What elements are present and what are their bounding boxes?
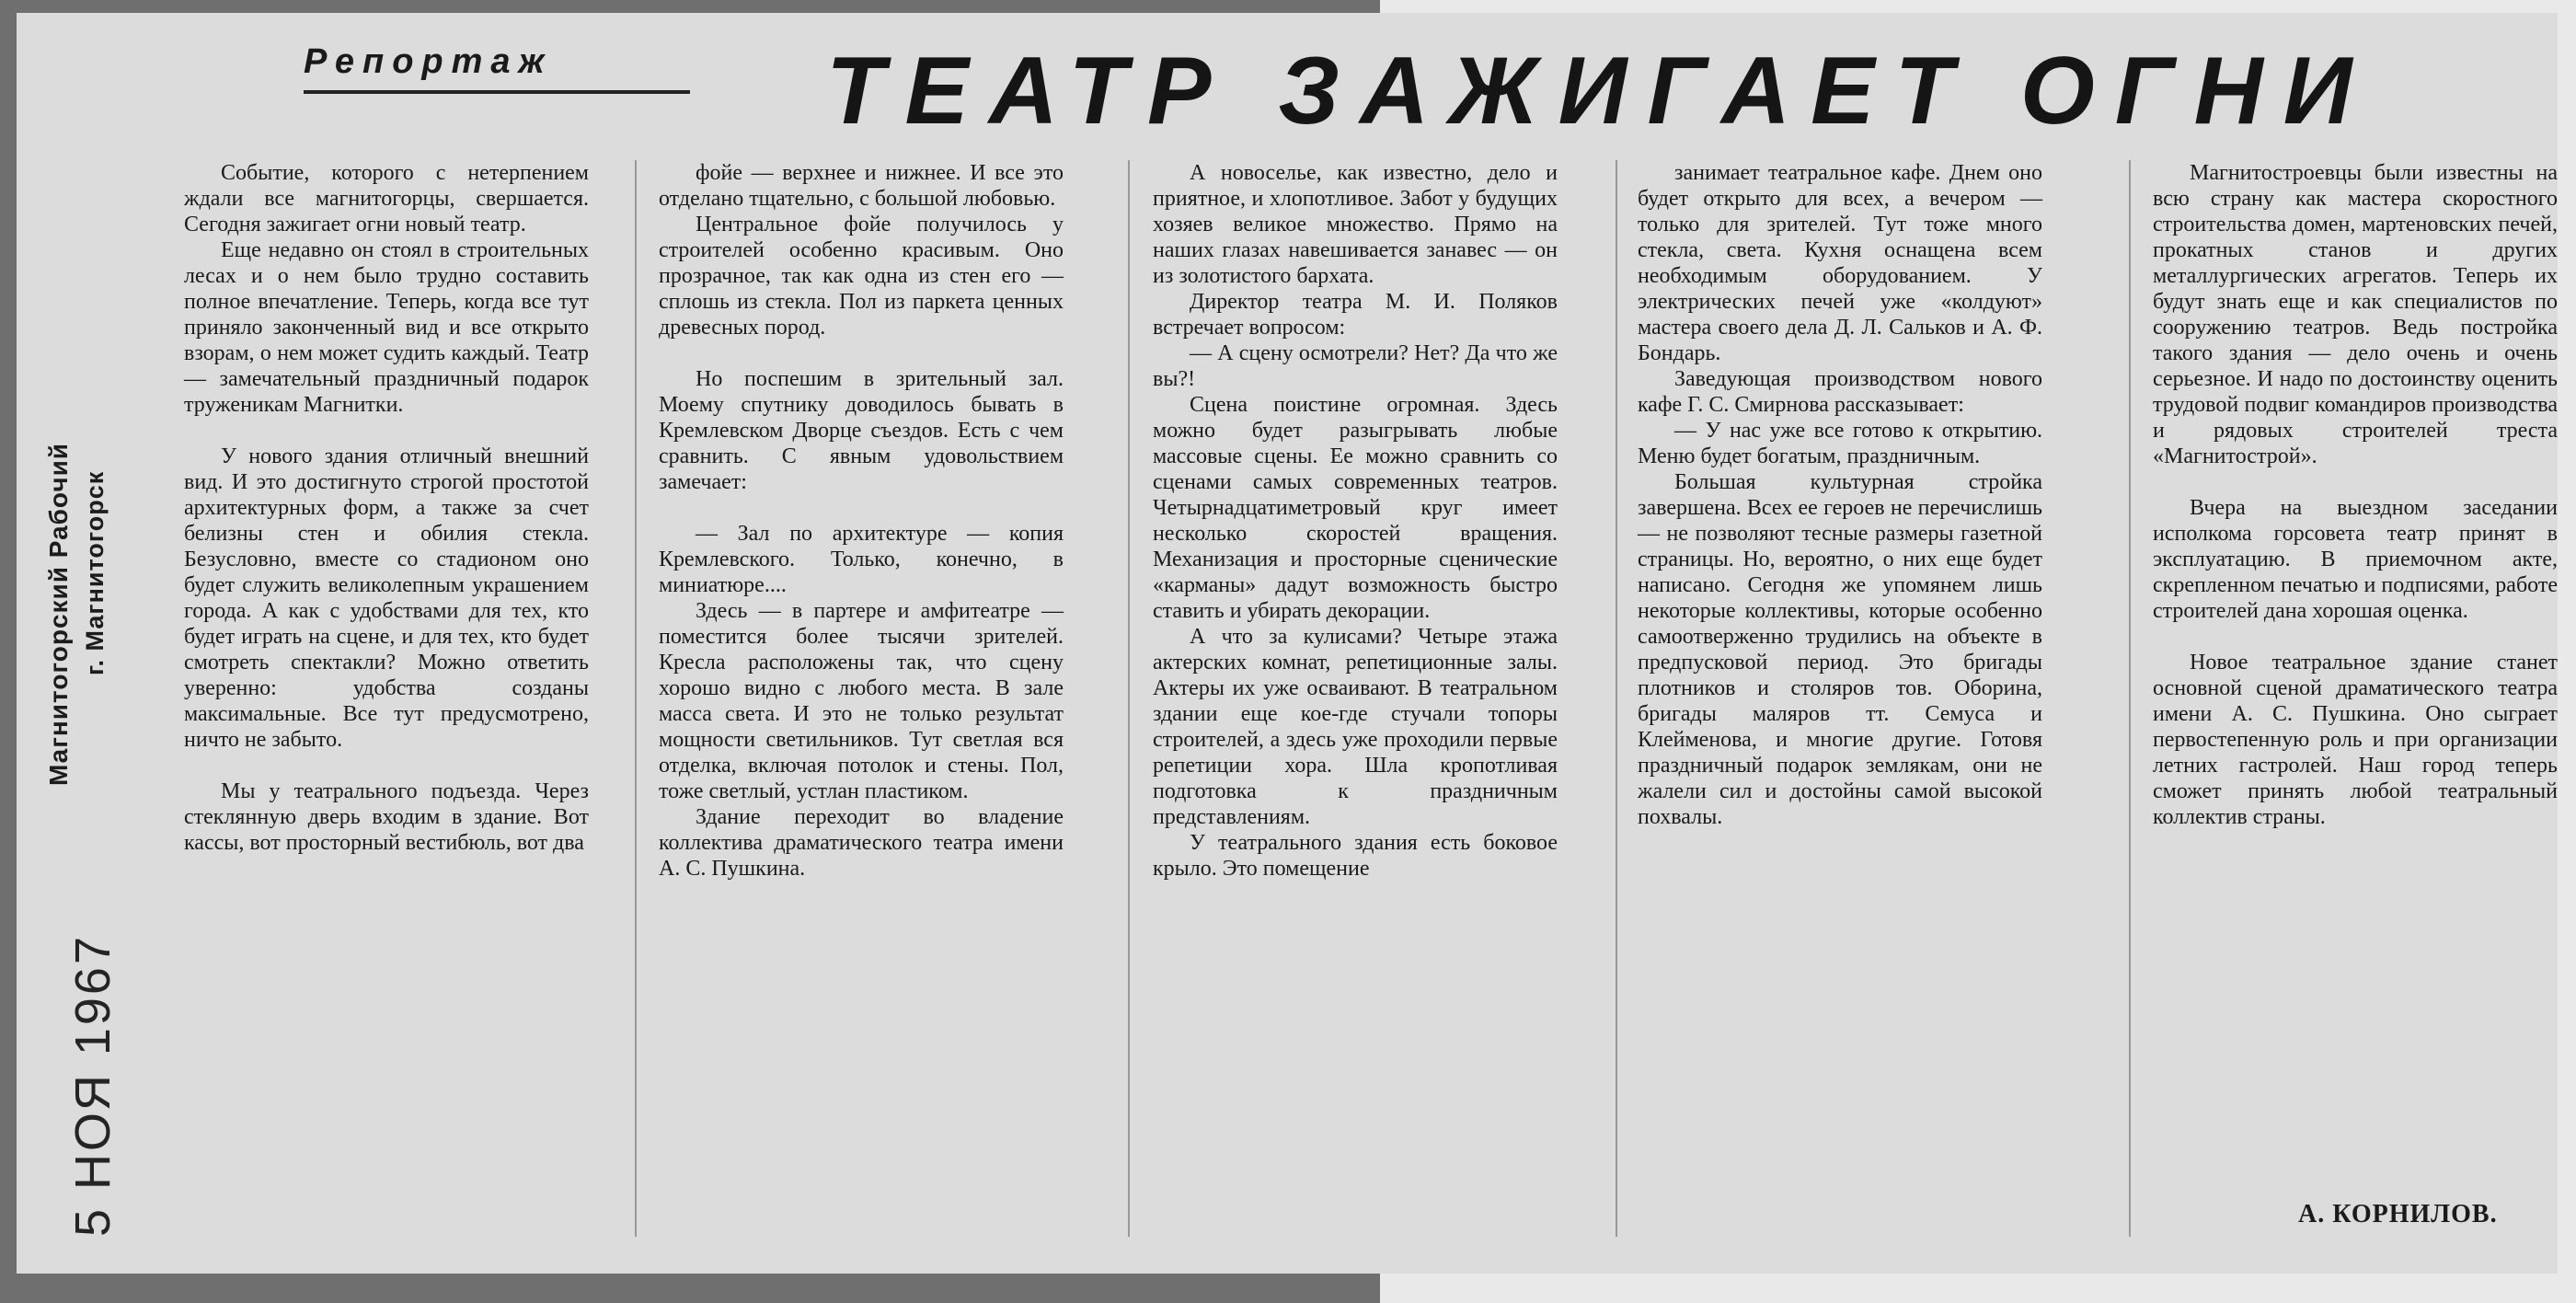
article-paragraph: У нового здания отличный внешний вид. И это достигнуто строгой простотой архитектурных форм, а также за счет белизны стен и обилия стекла. Безусловно, вместе со стадионом оно будет служить великолепным украшением города. А как с удобствами для тех, кто будет играть на сцене, и для тех, кто будет смотреть спектакли? Можно ответить уверенно: удобства созданы максимальные. Все тут предусмотрено, ничто не забыто. <box>184 444 589 752</box>
article-paragraph: Вчера на выездном заседании исполкома горсовета театр принят в эксплуатацию. В приемочном акте, скрепленном печатью и подписями, работе строителей дана хорошая оценка. <box>2153 496 2558 623</box>
article-paragraph: Заведующая производством нового кафе Г. С. Смирнова рассказывает: <box>1638 367 2042 417</box>
newspaper-stamp <box>44 326 164 786</box>
column-divider <box>1616 160 1617 1237</box>
article-paragraph: Центральное фойе получилось у строителей особенно красивым. Оно прозрачное, так как одна из стен его — сплошь из стекла. Пол из паркета ценных древесных пород. <box>659 213 1064 340</box>
article-column-2 <box>659 160 1064 882</box>
column-divider <box>635 160 637 1237</box>
article-column-3 <box>1153 160 1558 882</box>
author-signature: А. КОРНИЛОВ. <box>2298 1200 2498 1228</box>
article-column-1 <box>184 160 589 856</box>
paragraph-gap <box>659 340 1064 366</box>
article-paragraph: Новое театральное здание станет основной сценой драматического театра имени А. С. Пушкина. Оно сыграет первостепенную роль и при организации летних гастролей. Наш город теперь сможет принять любой театральный коллектив страны. <box>2153 651 2558 829</box>
article-paragraph: занимает театральное кафе. Днем оно будет открыто для всех, а вечером — только для зрителей. Тут тоже много стекла, света. Кухня оснащена всем необходимым оборудованием. У электрических печей уже «колдуют» мастера своего дела Д. Л. Сальков и А. Ф. Бондарь. <box>1638 161 2042 365</box>
article-paragraph: Директор театра М. И. Поляков встречает вопросом: <box>1153 290 1558 340</box>
date-stamp: 5 НОЯ 1967 <box>65 934 121 1237</box>
paragraph-gap <box>184 753 589 778</box>
stamp-newspaper-name: Магнитогорский Рабочий <box>44 442 73 786</box>
rubric-label: Репортаж <box>304 42 553 81</box>
article-column-5 <box>2153 160 2558 830</box>
paragraph-gap <box>2153 469 2558 495</box>
article-paragraph: — Зал по архитектуре — копия Кремлевского. Только, конечно, в миниатюре.... <box>659 522 1064 597</box>
article-paragraph: — У нас уже все готово к открытию. Меню будет богатым, праздничным. <box>1638 419 2042 468</box>
article-paragraph: Сцена поистине огромная. Здесь можно будет разыгрывать любые массовые сцены. Ее можно сравнить со сценами самых современных театров. Четырнадцатиметровый круг имеет несколько скоростей вращения. Механизация и просторные сценические «карманы» дадут возможность быстро ставить и убирать декорации. <box>1153 393 1558 623</box>
column-divider <box>2129 160 2131 1237</box>
article-paragraph: Событие, которого с нетерпением ждали все магнитогорцы, свершается. Сегодня зажигает огни новый театр. <box>184 161 589 236</box>
article-paragraph: Магнитостроевцы были известны на всю страну как мастера скоростного строительства домен, мартеновских печей, прокатных станов и других металлургических агрегатов. Теперь их будут знать еще и как специалистов по сооружению театров. Ведь постройка такого здания — дело очень и очень серьезное. И надо по достоинству оценить трудовой подвиг командиров производства и рядовых строителей треста «Магнитострой». <box>2153 161 2558 468</box>
headline: ТЕАТР ЗАЖИГАЕТ ОГНИ <box>826 38 2373 144</box>
article-paragraph: Большая культурная стройка завершена. Всех ее героев не перечислишь — не позволяют тесные размеры газетной страницы. Но, вероятно, о них еще будет написано. Сегодня же упомянем лишь некоторые коллективы, которые особенно самоотверженно трудились на объекте в предпусковой период. Это бригады плотников и столяров тов. Оборина, бригады маляров тт. Семуса и Клейменова, и многие другие. Готовя праздничный подарок землякам, они не жалели сил и достойны самой высокой похвалы. <box>1638 470 2042 829</box>
column-divider <box>1128 160 1130 1237</box>
article-paragraph: А новоселье, как известно, дело и приятное, и хлопотливое. Забот у будущих хозяев великое множество. Прямо на наших глазах навешивается занавес — он из золотистого бархата. <box>1153 161 1558 288</box>
newspaper-clipping <box>17 13 2558 1274</box>
article-paragraph: У театрального здания есть боковое крыло. Это помещение <box>1153 831 1558 881</box>
rubric-underline <box>304 90 690 94</box>
paragraph-gap <box>2153 624 2558 650</box>
article-paragraph: А что за кулисами? Четыре этажа актерских комнат, репетиционные залы. Актеры их уже осваивают. В театральном здании еще кое-где стучали топоры строителей, а здесь уже проходили первые репетиции хора. Шла кропотливая подготовка к праздничным представлениям. <box>1153 625 1558 829</box>
article-paragraph: фойе — верхнее и нижнее. И все это отделано тщательно, с большой любовью. <box>659 161 1064 211</box>
paragraph-gap <box>184 418 589 444</box>
article-paragraph: Мы у театрального подъезда. Через стеклянную дверь входим в здание. Вот кассы, вот просторный вестибюль, вот два <box>184 779 589 855</box>
article-paragraph: — А сцену осмотрели? Нет? Да что же вы?! <box>1153 341 1558 391</box>
paragraph-gap <box>659 495 1064 521</box>
article-paragraph: Здесь — в партере и амфитеатре — поместится более тысячи зрителей. Кресла расположены так, что сцену хорошо видно с любого места. В зале масса света. И это не только результат мощности светильников. Тут светлая вся отделка, включая потолок и стены. Пол, тоже светлый, устлан пластиком. <box>659 599 1064 803</box>
stamp-city: г. Магнитогорск <box>81 470 109 675</box>
article-paragraph: Еще недавно он стоял в строительных лесах и о нем было трудно составить полное впечатление. Теперь, когда все тут приняло законченный вид и все открыто взорам, о нем может судить каждый. Театр — замечательный праздничный подарок труженикам Магнитки. <box>184 238 589 417</box>
article-paragraph: Но поспешим в зрительный зал. Моему спутнику доводилось бывать в Кремлевском Дворце съездов. Есть с чем сравнить. С явным удовольствием замечает: <box>659 367 1064 494</box>
article-paragraph: Здание переходит во владение коллектива драматического театра имени А. С. Пушкина. <box>659 805 1064 881</box>
article-column-4 <box>1638 160 2042 830</box>
